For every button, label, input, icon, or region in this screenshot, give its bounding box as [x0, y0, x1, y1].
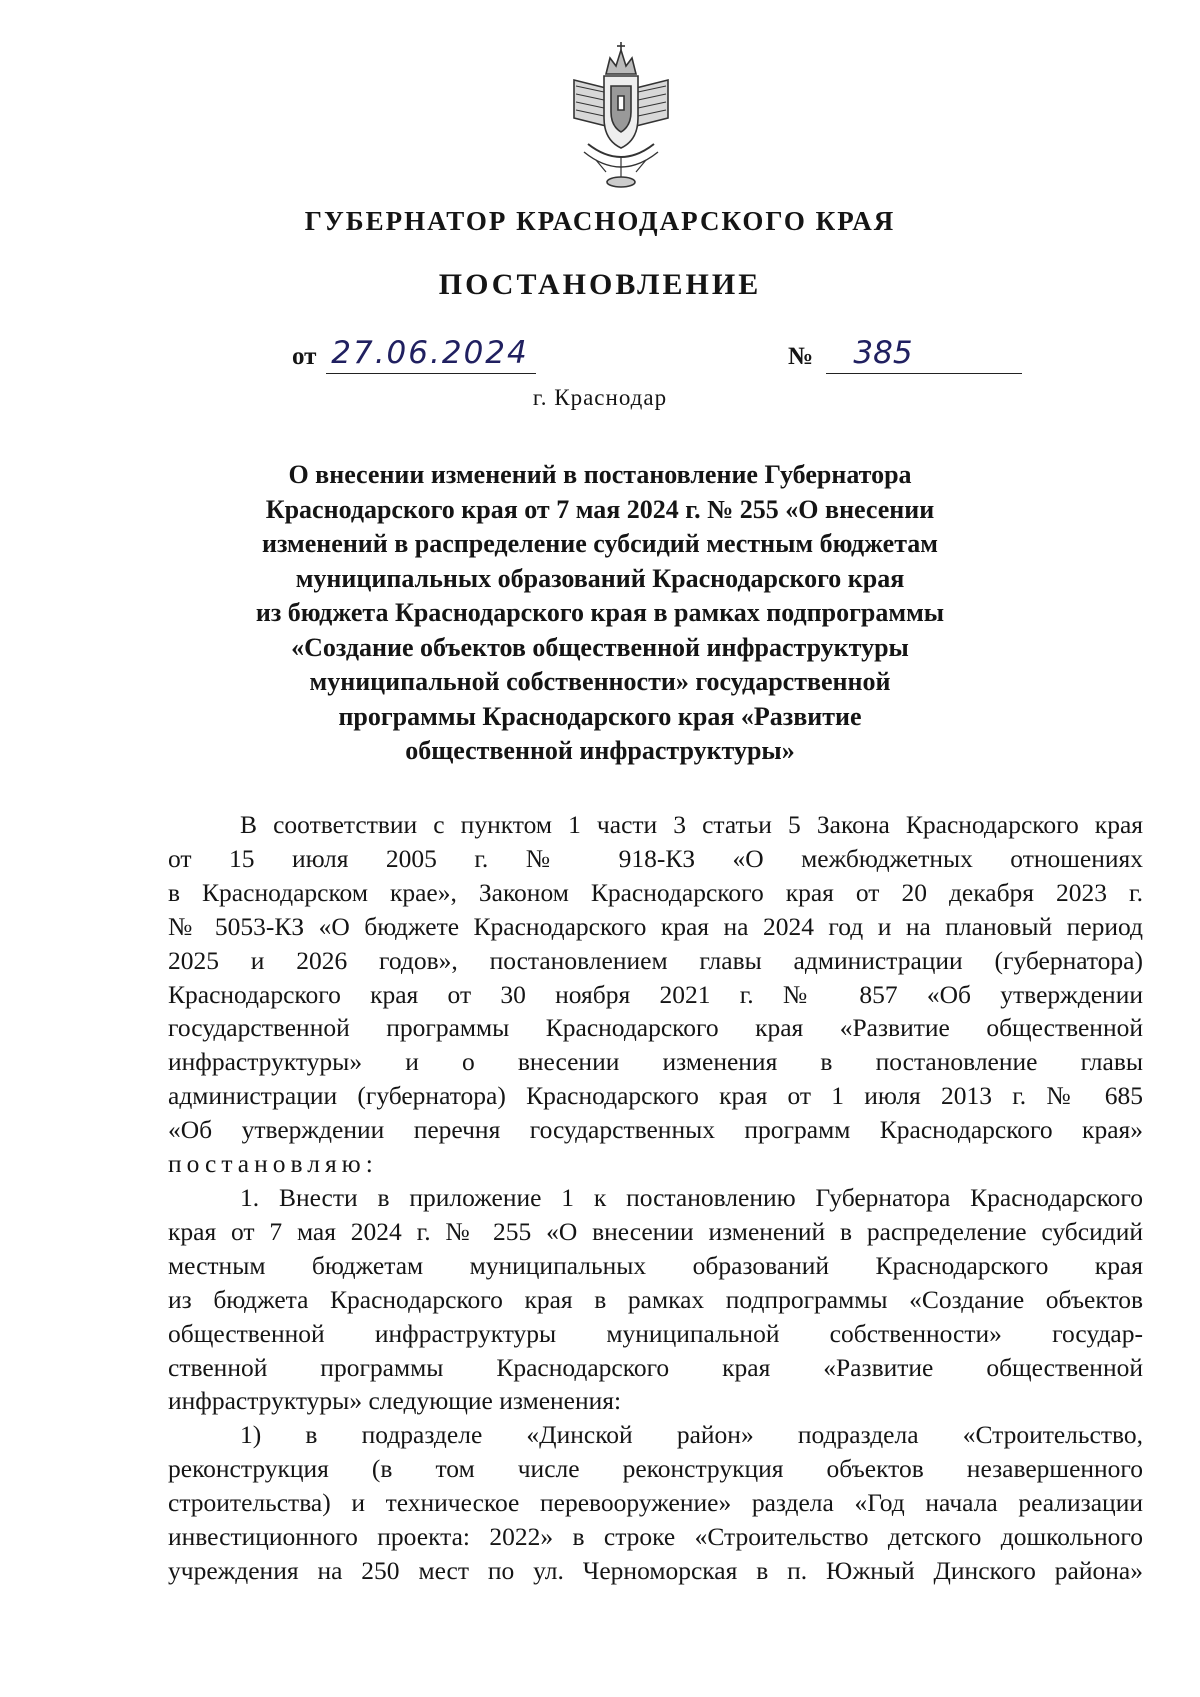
- body-line: в Краснодарском крае», Законом Краснодарского края от 20 декабря 2023 г.: [168, 877, 1143, 907]
- body-line: ственной программы Краснодарского края «Развитие общественной: [168, 1352, 1143, 1382]
- title-line: О внесении изменений в постановление Губернатора: [288, 460, 912, 489]
- title-line: муниципальной собственности» государственной: [309, 667, 891, 696]
- handwritten-number: 385: [853, 335, 913, 371]
- body-line: реконструкция (в том числе реконструкция объектов незавершенного: [168, 1454, 1143, 1484]
- title-line: программы Краснодарского края «Развитие: [338, 701, 862, 731]
- city-line: г. Краснодар: [532, 385, 668, 410]
- body-line: «Об утверждении перечня государственных программ Краснодарского края»: [168, 1115, 1143, 1145]
- body-line: инвестиционного проекта: 2022» в строке «Строительство детского дошкольного: [168, 1522, 1143, 1552]
- body-line: № 5053-КЗ «О бюджете Краснодарского края на 2024 год и на плановый период: [168, 911, 1143, 941]
- body-line: администрации (губернатора) Краснодарского края от 1 июля 2013 г. № 685: [168, 1081, 1143, 1111]
- body-line: из бюджета Краснодарского края в рамках подпрограммы «Создание объектов: [168, 1284, 1143, 1314]
- body-line: государственной программы Краснодарского края «Развитие общественной: [168, 1013, 1143, 1043]
- title-line: муниципальных образований Краснодарского края: [295, 563, 905, 593]
- title-line: изменений в распределение субсидий местным бюджетам: [261, 529, 938, 558]
- number-label: №: [788, 343, 814, 370]
- document-title: [250, 458, 950, 769]
- title-line: «Создание объектов общественной инфраструктуры: [291, 632, 909, 662]
- document-type-heading: ПОСТАНОВЛЕНИЕ: [438, 268, 762, 301]
- body-line: Краснодарского края от 30 ноября 2021 г. № 857 «Об утверждении: [168, 979, 1143, 1009]
- issuer-heading: ГУБЕРНАТОР КРАСНОДАРСКОГО КРАЯ: [304, 206, 896, 236]
- title-line: общественной инфраструктуры»: [405, 736, 795, 765]
- body-line: 1. Внести в приложение 1 к постановлению Губернатора Краснодарского: [240, 1182, 1143, 1212]
- body-line: от 15 июля 2005 г. № 918-КЗ «О межбюджетных отношениях: [168, 843, 1143, 873]
- coat-of-arms-emblem: [566, 40, 676, 190]
- body-line: инфраструктуры» и о внесении изменения в постановление главы: [168, 1047, 1143, 1077]
- handwritten-date: 27.06.2024: [331, 335, 529, 371]
- body-line: местным бюджетам муниципальных образований Краснодарского края: [168, 1250, 1143, 1280]
- date-label: от: [292, 343, 317, 370]
- body-line-decree-word: постановляю:: [168, 1149, 378, 1179]
- body-line: учреждения на 250 мест по ул. Черноморская в п. Южный Динского района»: [168, 1555, 1143, 1585]
- body-line: строительства) и техническое перевооружение» раздела «Год начала реализации: [168, 1488, 1143, 1518]
- title-line: Краснодарского края от 7 мая 2024 г. № 255 «О внесении: [265, 494, 935, 524]
- number-underline: [826, 373, 1022, 374]
- date-underline: [326, 373, 536, 374]
- document-body: [168, 808, 1143, 1588]
- body-line: В соответствии с пунктом 1 части 3 статьи 5 Закона Краснодарского края: [240, 810, 1143, 839]
- body-line: инфраструктуры» следующие изменения:: [168, 1386, 622, 1416]
- body-line: 1) в подразделе «Динской район» подраздела «Строительство,: [240, 1420, 1143, 1450]
- date-number-row: [0, 335, 1200, 385]
- body-line: 2025 и 2026 годов», постановлением главы администрации (губернатора): [168, 945, 1143, 975]
- body-line: края от 7 мая 2024 г. № 255 «О внесении изменений в распределение субсидий: [168, 1216, 1143, 1246]
- body-line: общественной инфраструктуры муниципальной собственности» государ-: [168, 1318, 1143, 1348]
- title-line: из бюджета Краснодарского края в рамках подпрограммы: [255, 598, 945, 627]
